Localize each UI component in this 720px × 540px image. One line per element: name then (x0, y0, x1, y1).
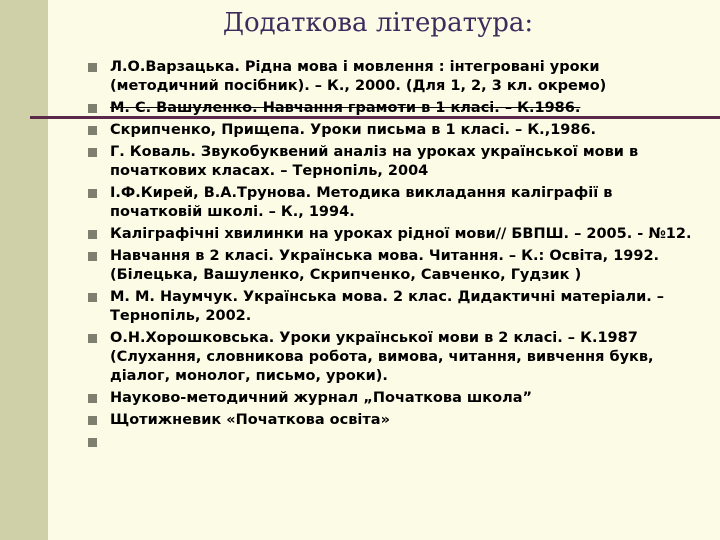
square-bullet-icon (88, 148, 97, 157)
bibliography-list (88, 58, 698, 433)
square-bullet-icon (88, 189, 97, 198)
list-item (88, 288, 698, 326)
list-item (88, 329, 698, 386)
list-item-text: Скрипченко, Прищепа. Уроки письма в 1 класі. – К.,1986. (110, 122, 597, 138)
slide-title: Додаткова література: (222, 8, 534, 38)
square-bullet-icon (88, 293, 97, 302)
list-item (88, 143, 698, 181)
list-item-text: Г. Коваль. Звукобуквений аналіз на уроках української мови в початкових класах. – Тернопіль, 2004 (110, 144, 639, 179)
list-item-text: М. С. Вашуленко. Навчання грамоти в 1 класі. – К.1986. (110, 100, 581, 116)
list-item (88, 247, 698, 285)
list-item (88, 99, 698, 118)
list-item (88, 184, 698, 222)
list-item-text: О.Н.Хорошковська. Уроки української мови в 2 класі. – К.1987 (Слухання, словникова робота, вимова, читання, вивчення букв, діалог, монолог, письмо, уроки). (110, 330, 654, 384)
list-item-text: Каліграфічні хвилинки на уроках рідної мови// БВПШ. – 2005. - №12. (110, 226, 692, 242)
square-bullet-icon (88, 438, 97, 447)
list-item (88, 389, 698, 408)
list-item-text: І.Ф.Кирей, В.А.Трунова. Методика викладання каліграфії в початковій школі. – К., 1994. (110, 185, 613, 220)
list-item-text: М. М. Наумчук. Українська мова. 2 клас. Дидактичні матеріали. – Тернопіль, 2002. (110, 289, 665, 324)
list-item (88, 121, 698, 140)
list-item-text: Л.О.Варзацька. Рідна мова і мовлення : інтегровані уроки (методичний посібник). – К., 2000. (Для 1, 2, 3 кл. окремо) (110, 59, 607, 94)
square-bullet-icon (88, 334, 97, 343)
list-item-text: Навчання в 2 класі. Українська мова. Читання. – К.: Освіта, 1992. (Білецька, Вашуленко, Скрипченко, Савченко, Гудзик ) (110, 248, 660, 283)
left-decorative-band (0, 0, 48, 540)
square-bullet-icon (88, 416, 97, 425)
square-bullet-icon (88, 230, 97, 239)
list-item (88, 225, 698, 244)
list-item-text: Науково-методичний журнал „Початкова школа” (110, 390, 533, 406)
square-bullet-icon (88, 252, 97, 261)
list-item-text: Щотижневик «Початкова освіта» (110, 412, 390, 428)
list-item (88, 411, 698, 430)
square-bullet-icon (88, 104, 97, 113)
square-bullet-icon (88, 63, 97, 72)
square-bullet-icon (88, 126, 97, 135)
list-item (88, 58, 698, 96)
square-bullet-icon (88, 394, 97, 403)
